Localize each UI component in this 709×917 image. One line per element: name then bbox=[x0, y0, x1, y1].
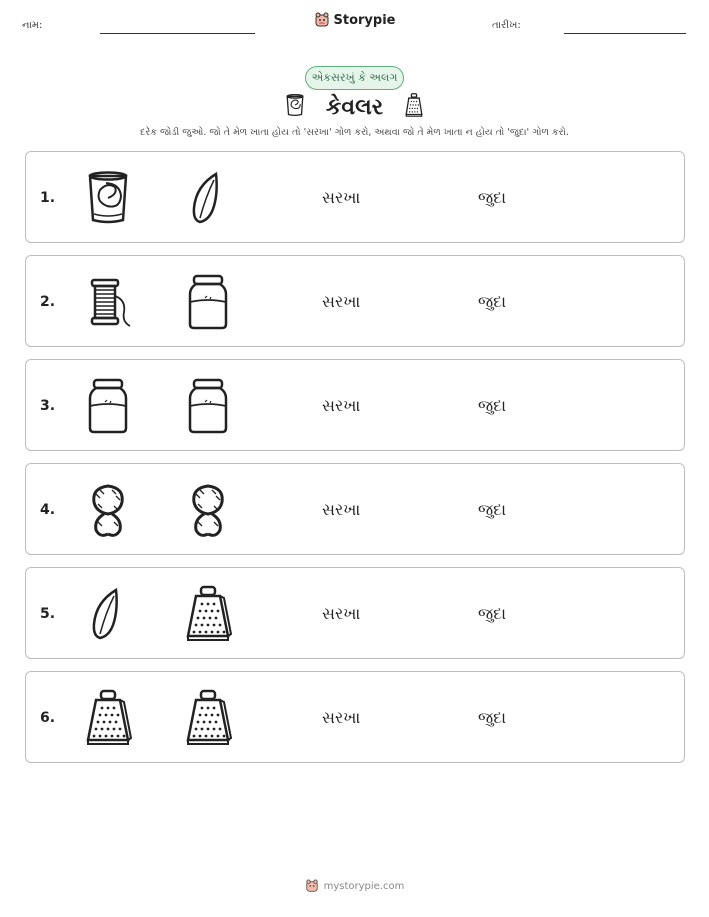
row-number: 4. bbox=[40, 502, 56, 518]
same-option[interactable]: સરખા bbox=[322, 500, 361, 519]
same-option[interactable]: સરખા bbox=[322, 708, 361, 727]
title-row bbox=[0, 90, 709, 124]
worksheet-type-badge: એકસરખું કે અલગ bbox=[305, 66, 404, 90]
different-option[interactable]: જુદા bbox=[478, 396, 507, 415]
same-option[interactable]: સરખા bbox=[322, 292, 361, 311]
different-option[interactable]: જુદા bbox=[478, 292, 507, 311]
rope-knot-icon bbox=[78, 480, 138, 540]
cup-icon bbox=[78, 168, 138, 228]
name-line[interactable] bbox=[100, 33, 255, 34]
name-label: નામ: bbox=[22, 20, 43, 31]
brand-logo bbox=[0, 12, 709, 28]
footer bbox=[0, 879, 709, 893]
row-number: 6. bbox=[40, 710, 56, 726]
different-option[interactable]: જુદા bbox=[478, 188, 507, 207]
same-option[interactable]: સરખા bbox=[322, 188, 361, 207]
different-option[interactable]: જુદા bbox=[478, 708, 507, 727]
exercise-row bbox=[25, 567, 685, 659]
exercise-row bbox=[25, 151, 685, 243]
jar-icon bbox=[178, 376, 238, 436]
row-number: 1. bbox=[40, 190, 56, 206]
footer-url[interactable]: mystorypie.com bbox=[323, 880, 405, 892]
jar-icon bbox=[78, 376, 138, 436]
different-option[interactable]: જુદા bbox=[478, 604, 507, 623]
leaf-icon bbox=[178, 168, 238, 228]
row-number: 2. bbox=[40, 294, 56, 310]
row-number: 5. bbox=[40, 606, 56, 622]
storypie-mascot-icon bbox=[305, 879, 319, 893]
instructions-text: દરેક જોડી જુઓ. જો તે મેળ ખાતા હોય તો 'સરખા' ગોળ કરો, અથવા જો તે મેળ ખાતા ન હોય તો 'જુદા' ગોળ કરો. bbox=[140, 127, 569, 138]
exercise-row bbox=[25, 359, 685, 451]
exercise-row bbox=[25, 671, 685, 763]
date-label: તારીખ: bbox=[492, 20, 521, 31]
page-title: કેવલર bbox=[325, 94, 384, 120]
grater-icon bbox=[178, 584, 238, 644]
same-option[interactable]: સરખા bbox=[322, 604, 361, 623]
date-line[interactable] bbox=[564, 33, 686, 34]
grater-icon bbox=[78, 688, 138, 748]
row-number: 3. bbox=[40, 398, 56, 414]
brand-name: Storypie bbox=[333, 12, 396, 28]
rope-knot-icon bbox=[178, 480, 238, 540]
storypie-mascot-icon bbox=[314, 12, 330, 28]
exercise-row bbox=[25, 255, 685, 347]
leaf-icon bbox=[78, 584, 138, 644]
jar-icon bbox=[178, 272, 238, 332]
thread-spool-icon bbox=[78, 272, 138, 332]
title-grater-icon bbox=[401, 90, 427, 124]
different-option[interactable]: જુદા bbox=[478, 500, 507, 519]
same-option[interactable]: સરખા bbox=[322, 396, 361, 415]
exercise-row bbox=[25, 463, 685, 555]
title-cup-icon bbox=[282, 90, 308, 124]
grater-icon bbox=[178, 688, 238, 748]
